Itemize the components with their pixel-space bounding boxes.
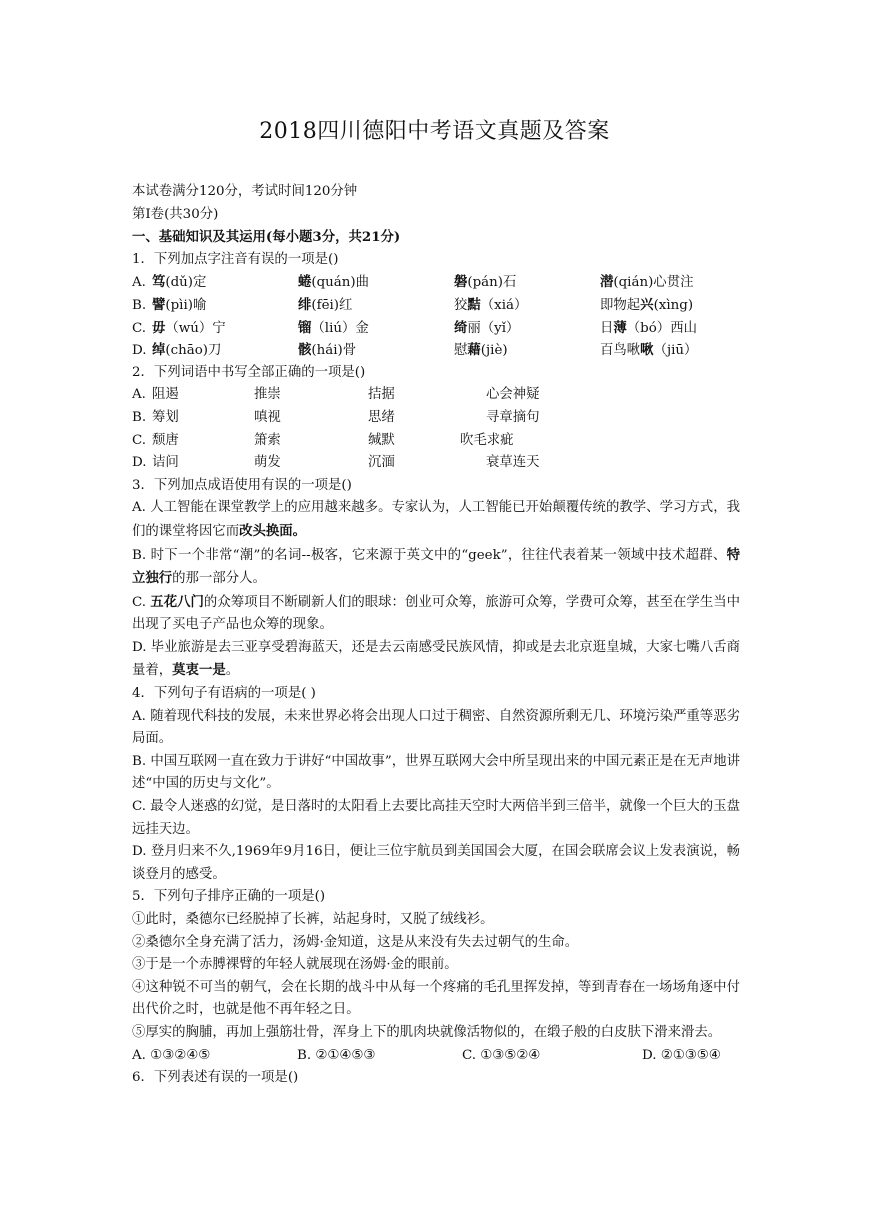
word-item: 衰草连天 <box>486 455 540 471</box>
answer-option: A. ①③②④⑤ <box>132 1047 211 1063</box>
word-item: 推崇 <box>254 387 281 403</box>
option-label: A. <box>132 387 146 403</box>
pinyin-item: 潜(qián)心贯注 <box>600 274 694 291</box>
word-item: 萌发 <box>254 455 281 471</box>
section-heading: 一、基础知识及其运用(每小题3分，共21分) <box>132 229 401 246</box>
question-4-option-d: D. 登月归来不久,1969年9月16日，便让三位宇航员到美国国会大厦，在国会联席会议上发表演说，畅谈登月的感受。 <box>132 844 740 882</box>
word-item: 缄默 <box>368 432 395 448</box>
question-2-option <box>132 384 740 407</box>
question-4-option-c: C. 最令人迷惑的幻觉，是日落时的太阳看上去要比高挂天空时大两倍半到三倍半，就像一个巨大的玉盘远挂天边。 <box>132 799 740 837</box>
pinyin-item: 慰藉(jiè) <box>454 342 508 359</box>
volume-heading: 第Ⅰ卷(共30分) <box>132 206 219 222</box>
sentence-3: ③于是一个赤膊裸臂的年轻人就展现在汤姆·金的眼前。 <box>132 957 458 973</box>
option-label: A. <box>132 275 146 291</box>
word-item: 筹划 <box>152 409 179 425</box>
option-label: B. <box>132 409 147 425</box>
option-label: D. <box>132 455 147 471</box>
question-5-stem: 5．下列句子排序正确的一项是() <box>132 889 326 905</box>
question-1-stem: 1．下列加点字注音有误的一项是() <box>132 251 339 267</box>
sentence-1: ①此时，桑德尔已经脱掉了长裤，站起身时，又脱了绒线衫。 <box>132 912 494 927</box>
answer-option: C. ①③⑤②④ <box>462 1047 541 1063</box>
question-4-option-a: A. 随着现代科技的发展，未来世界必将会出现人口过于稠密、自然资源所剩无几、环境污染严重等恶劣局面。 <box>132 708 740 747</box>
word-item: 嗔视 <box>254 409 281 425</box>
question-4-stem: 4．下列句子有语病的一项是( ) <box>132 686 316 702</box>
question-4-option-b: B. 中国互联网一直在致力于讲好“中国故事”，世界互联网大会中所呈现出来的中国元素正是在无声地讲述“中国的历史与文化”。 <box>132 753 740 792</box>
pinyin-item: 百鸟啾啾（jiū） <box>600 342 698 359</box>
question-1-option <box>132 339 740 362</box>
question-2-options <box>132 384 740 474</box>
option-label: B. <box>132 297 147 313</box>
question-1-option <box>132 317 740 340</box>
pinyin-item: 蜷(quán)曲 <box>298 274 370 291</box>
pinyin-item: 日薄（bó）西山 <box>600 319 697 336</box>
question-2-option <box>132 430 740 453</box>
sentence-2: ②桑德尔全身充满了活力，汤姆·金知道，这是从来没有失去过朝气的生命。 <box>132 934 579 950</box>
question-1-option <box>132 294 740 317</box>
pinyin-item: 磐(pán)石 <box>454 274 517 291</box>
question-2-stem: 2．下列词语中书写全部正确的一项是() <box>132 364 366 380</box>
answer-option: D. ②①③⑤④ <box>642 1047 721 1063</box>
pinyin-item: 骸(hái)骨 <box>298 342 357 359</box>
sentence-5: ⑤厚实的胸脯，再加上强筋壮骨，浑身上下的肌肉块就像活物似的，在缎子般的白皮肤下滑来滑去。 <box>132 1024 722 1040</box>
question-6-stem: 6．下列表述有误的一项是() <box>132 1070 299 1086</box>
question-3-option-b: B. 时下一个非常“潮”的名词--极客，它来源于英文中的“geek”，往往代表着某一领域中技术超群、特立独行的那一部分人。 <box>132 546 740 587</box>
pinyin-item: 即物起兴(xìng) <box>600 296 694 313</box>
word-item: 颓唐 <box>152 432 179 448</box>
question-2-option <box>132 452 740 475</box>
question-5-answers <box>132 1045 740 1068</box>
option-label: C. <box>132 320 147 336</box>
exam-info: 本试卷满分120分，考试时间120分钟 <box>132 184 358 199</box>
word-item: 箫索 <box>254 432 281 448</box>
document-title: 2018四川德阳中考语文真题及答案 <box>259 119 610 144</box>
question-3-option-c: C. 五花八门的众筹项目不断刷新人们的眼球：创业可众筹，旅游可众筹，学费可众筹，甚至在学生当中出现了买电子产品也众筹的现象。 <box>132 593 741 633</box>
pinyin-item: 镏（liú）金 <box>298 319 369 336</box>
question-1-options <box>132 271 740 361</box>
pinyin-item: 笃(dǔ)定 <box>152 274 207 291</box>
question-3-option-d: D. 毕业旅游是去三亚享受碧海蓝天，还是去云南感受民族风情，抑或是去北京逛皇城，大家七嘴八舌商量着，莫衷一是。 <box>132 639 740 679</box>
question-3-stem: 3．下列加点成语使用有误的一项是() <box>132 477 352 493</box>
pinyin-item: 绮丽（yǐ） <box>454 319 520 336</box>
word-item: 心会神疑 <box>486 387 540 403</box>
pinyin-item: 毋（wú）宁 <box>152 319 226 336</box>
word-item: 思绪 <box>368 409 395 425</box>
pinyin-item: 绯(fēi)红 <box>298 296 353 313</box>
question-3-option-a: A. 人工智能在课堂教学上的应用越来越多。专家认为，人工智能已开始颠覆传统的教学、学习方式，我们的课堂将因它而改头换面。 <box>132 500 740 539</box>
pinyin-item: 譬(pìi)喻 <box>152 296 207 313</box>
question-1-option <box>132 271 740 294</box>
pinyin-item: 狡黠（xiá） <box>454 296 528 313</box>
word-item: 拮据 <box>368 387 395 403</box>
word-item: 寻章摘句 <box>486 409 540 425</box>
question-2-option <box>132 407 740 430</box>
word-item: 阻遏 <box>152 387 179 403</box>
word-item: 沉湎 <box>368 455 395 471</box>
sentence-4: ④这种锐不可当的朝气，会在长期的战斗中从每一个疼痛的毛孔里挥发掉，等到青春在一场场角逐中付出代价之时，也就是他不再年轻之日。 <box>132 979 740 1018</box>
option-label: C. <box>132 432 147 448</box>
document-body <box>132 181 740 1090</box>
answer-option: B. ②①④⑤③ <box>297 1047 376 1063</box>
word-item: 吹毛求疵 <box>460 432 514 448</box>
word-item: 诘问 <box>152 455 179 471</box>
pinyin-item: 绰(chāo)刀 <box>152 342 222 359</box>
option-label: D. <box>132 343 147 359</box>
